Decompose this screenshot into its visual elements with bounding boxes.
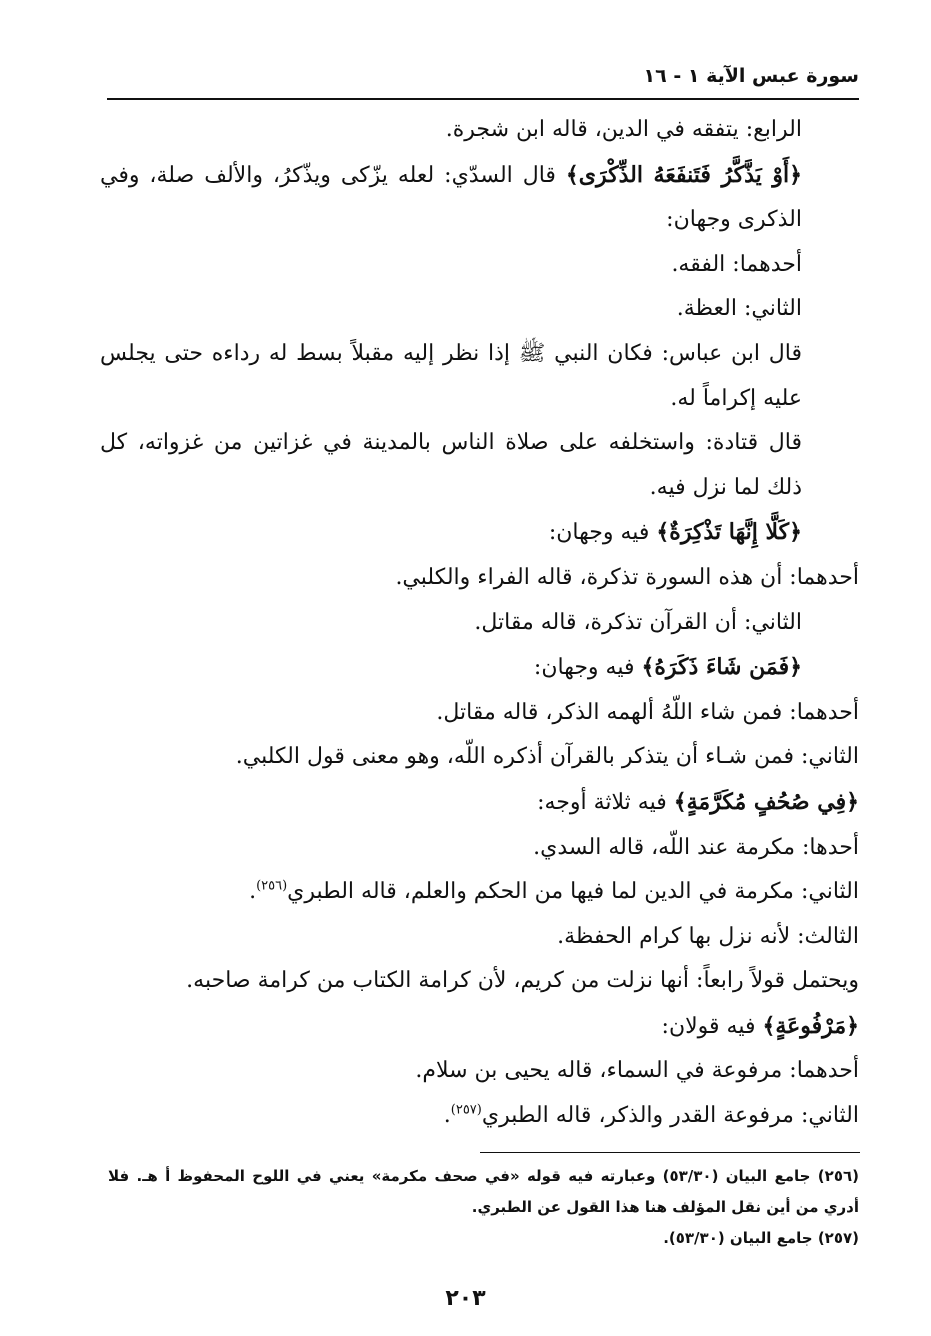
paragraph: قال ابن عباس: فكان النبي ﷺ إذا نظر إليه مقبلاً بسط له رداءه حتى يجلس عليه إكراماً له. xyxy=(100,340,802,411)
running-title: سورة عبس الآية ١ - ١٦ xyxy=(643,65,859,87)
running-header xyxy=(107,58,859,100)
quran-verse: ﴿فَمَن شَاءَ ذَكَرَهُ﴾ xyxy=(641,654,802,681)
paragraph: الثاني: فمن شـاء أن يتذكر بالقرآن أذكره اللّه، وهو معنى قول الكلبي. xyxy=(235,744,859,770)
paragraph: أحدهما: فمن شاء اللّهُ ألهمه الذكر، قاله مقاتل. xyxy=(436,699,859,725)
paragraph: الثاني: مرفوعة القدر والذكر، قاله الطبري$^{(٢٥٧)}$. xyxy=(443,1102,859,1129)
paragraph: ﴿فَمَن شَاءَ ذَكَرَهُ﴾ فيه وجهان: xyxy=(533,654,802,681)
paragraph: الثاني: العظة. xyxy=(676,296,802,322)
paragraph: الثاني: مكرمة في الدين لما فيها من الحكم والعلم، قاله الطبري$^{(٢٥٦)}$. xyxy=(249,878,859,905)
paragraph: ﴿فِي صُحُفٍ مُكَرَّمَةٍ﴾ فيه ثلاثة أوجه: xyxy=(537,788,859,815)
quran-verse: ﴿مَرْفُوعَةٍ﴾ xyxy=(762,1012,859,1039)
paragraph: أحدهما: مرفوعة في السماء، قاله يحيى بن سلام. xyxy=(415,1058,859,1084)
footnote: (٢٥٦) جامع البيان (٥٣/٣٠) وعبارته فيه قوله «في صحف مكرمة» يعني في اللوح المحفوظ أ هـ. فلا أدري من أين نقل المؤلف هنا هذا القول عن الطبري. xyxy=(108,1167,859,1216)
footnote-divider xyxy=(480,1152,860,1153)
footnote-ref[interactable]: (٢٥٦) xyxy=(256,878,288,894)
paragraph: أحدهما: الفقه. xyxy=(671,251,802,277)
paragraph: أحدهما: أن هذه السورة تذكرة، قاله الفراء والكلبي. xyxy=(395,564,859,590)
paragraph: ﴿مَرْفُوعَةٍ﴾ فيه قولان: xyxy=(661,1012,859,1039)
quran-verse: ﴿أَوْ يَذَّكَّرُ فَتَنفَعَهُ الذِّكْرَى﴾ xyxy=(565,161,803,188)
paragraph: أحدها: مكرمة عند اللّه، قاله السدي. xyxy=(533,834,859,860)
paragraph: قال قتادة: واستخلفه على صلاة الناس بالمدينة في غزاتين من غزواته، كل ذلك لما نزل فيه. xyxy=(100,430,802,500)
footnotes xyxy=(108,1161,859,1254)
paragraph: الثاني: أن القرآن تذكرة، قاله مقاتل. xyxy=(474,609,802,635)
quran-verse: ﴿كَلَّا إِنَّهَا تَذْكِرَةٌ﴾ xyxy=(656,519,802,546)
main-text xyxy=(100,108,859,1139)
paragraph: ﴿أَوْ يَذَّكَّرُ فَتَنفَعَهُ الذِّكْرَى﴾ قال السدّي: لعله يزّكى ويذّكرُ، والألف صلة، وفي الذكرى وجهان: xyxy=(100,161,803,233)
footnote-ref[interactable]: (٢٥٧) xyxy=(450,1102,482,1118)
quran-verse: ﴿فِي صُحُفٍ مُكَرَّمَةٍ﴾ xyxy=(673,788,859,815)
paragraph: ﴿كَلَّا إِنَّهَا تَذْكِرَةٌ﴾ فيه وجهان: xyxy=(548,519,802,546)
paragraph: ويحتمل قولاً رابعاً: أنها نزلت من كريم، لأن كرامة الكتاب من كرامة صاحبه. xyxy=(186,968,859,994)
footnote: (٢٥٧) جامع البيان (٥٣/٣٠). xyxy=(663,1229,859,1247)
paragraph: الثالث: لأنه نزل بها كرام الحفظة. xyxy=(557,923,859,949)
page-number: ٢٠٣ xyxy=(445,1286,486,1311)
paragraph: الرابع: يتفقه في الدين، قاله ابن شجرة. xyxy=(445,117,802,142)
